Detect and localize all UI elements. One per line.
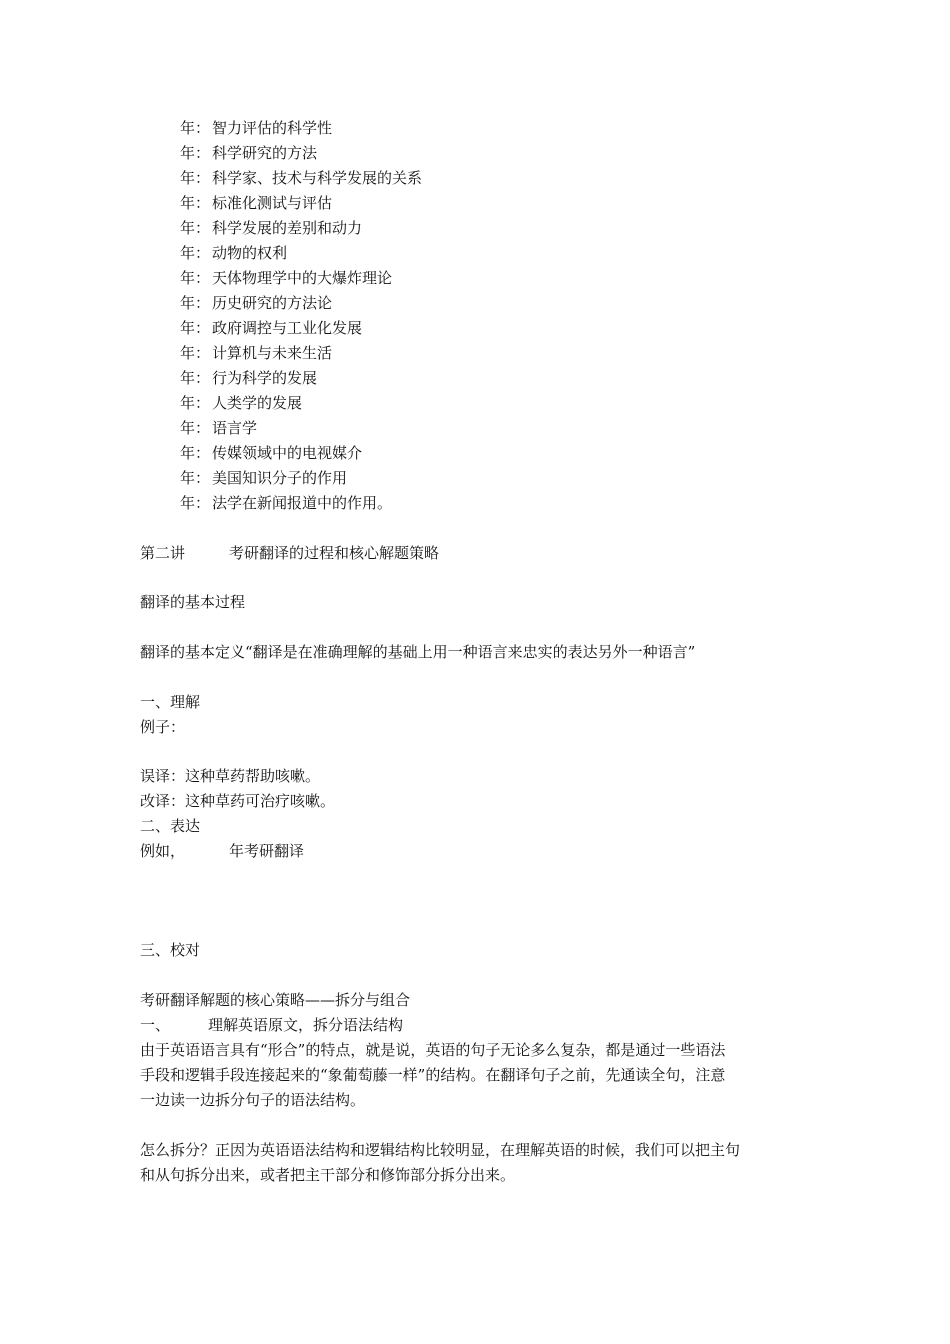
topic-line: 年： 法学在新闻报道中的作用。 [180, 494, 393, 512]
example-line: 例如， 年考研翻译 [140, 842, 305, 860]
topic-line: 年： 动物的权利 [180, 244, 288, 262]
topic-line: 年： 行为科学的发展 [180, 369, 318, 387]
section-heading: 翻译的基本过程 [140, 593, 246, 611]
paragraph-line: 由于英语语言具有“形合”的特点，就是说，英语的句子无论多么复杂，都是通过一些语法 [140, 1041, 726, 1059]
lecture-heading: 第二讲 考研翻译的过程和核心解题策略 [140, 544, 440, 562]
corrected-translation: 改译：这种草药可治疗咳嗽。 [140, 792, 336, 810]
topic-line: 年： 历史研究的方法论 [180, 294, 333, 312]
topic-line: 年： 人类学的发展 [180, 394, 303, 412]
topic-line: 年： 语言学 [180, 419, 258, 437]
example-label: 例子： [140, 718, 186, 736]
step-heading: 二、表达 [140, 817, 201, 835]
paragraph-line: 一边读一边拆分句子的语法结构。 [140, 1091, 366, 1109]
definition-text: 翻译的基本定义“翻译是在准确理解的基础上用一种语言来忠实的表达另外一种语言” [140, 643, 696, 661]
topic-line: 年： 政府调控与工业化发展 [180, 319, 363, 337]
topic-line: 年： 标准化测试与评估 [180, 194, 333, 212]
strategy-heading: 考研翻译解题的核心策略——拆分与组合 [140, 991, 411, 1009]
strategy-subheading: 一、 理解英语原文，拆分语法结构 [140, 1016, 404, 1034]
paragraph-line: 怎么拆分？正因为英语语法结构和逻辑结构比较明显，在理解英语的时候，我们可以把主句 [140, 1141, 741, 1159]
topic-line: 年： 智力评估的科学性 [180, 119, 333, 137]
topic-line: 年： 美国知识分子的作用 [180, 469, 348, 487]
topic-line: 年： 科学发展的差别和动力 [180, 219, 363, 237]
paragraph-line: 手段和逻辑手段连接起来的“象葡萄藤一样”的结构。在翻译句子之前，先通读全句，注意 [140, 1066, 726, 1084]
step-heading: 三、校对 [140, 941, 201, 959]
topic-line: 年： 计算机与未来生活 [180, 344, 333, 362]
topic-line: 年： 科学研究的方法 [180, 144, 318, 162]
topic-line: 年： 传媒领域中的电视媒介 [180, 444, 363, 462]
wrong-translation: 误译：这种草药帮助咳嗽。 [140, 767, 321, 785]
topic-line: 年： 科学家、技术与科学发展的关系 [180, 169, 423, 187]
paragraph-line: 和从句拆分出来，或者把主干部分和修饰部分拆分出来。 [140, 1166, 516, 1184]
step-heading: 一、理解 [140, 693, 201, 711]
topic-line: 年： 天体物理学中的大爆炸理论 [180, 269, 393, 287]
